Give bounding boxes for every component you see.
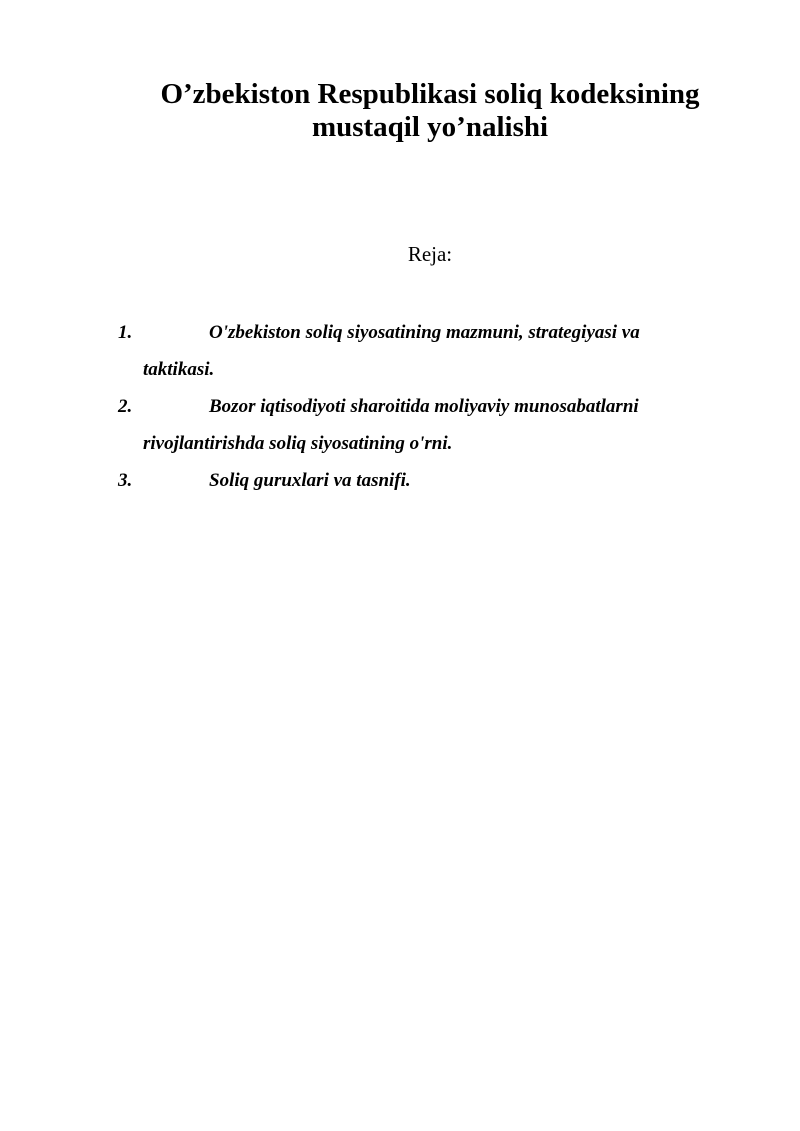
plan-heading: Reja: (407, 242, 453, 266)
plan-item (0, 314, 700, 388)
plan-item-number: 2. (118, 396, 133, 417)
plan-item (0, 462, 700, 499)
document-title: O’zbekiston Respublikasi soliq kodeksining mustaqil yo’nalishi (160, 78, 700, 143)
plan-list (0, 314, 800, 499)
plan-item-text: Bozor iqtisodiyoti sharoitida moliyaviy munosabatlarni rivojlantirishda soliq siyosatining o'rni. (143, 396, 639, 454)
plan-item (0, 388, 700, 462)
plan-item-text: Soliq guruxlari va tasnifi. (209, 470, 411, 491)
plan-item-number: 1. (118, 322, 133, 343)
plan-item-number: 3. (118, 470, 133, 491)
plan-item-text: O'zbekiston soliq siyosatining mazmuni, strategiyasi va taktikasi. (143, 322, 640, 380)
